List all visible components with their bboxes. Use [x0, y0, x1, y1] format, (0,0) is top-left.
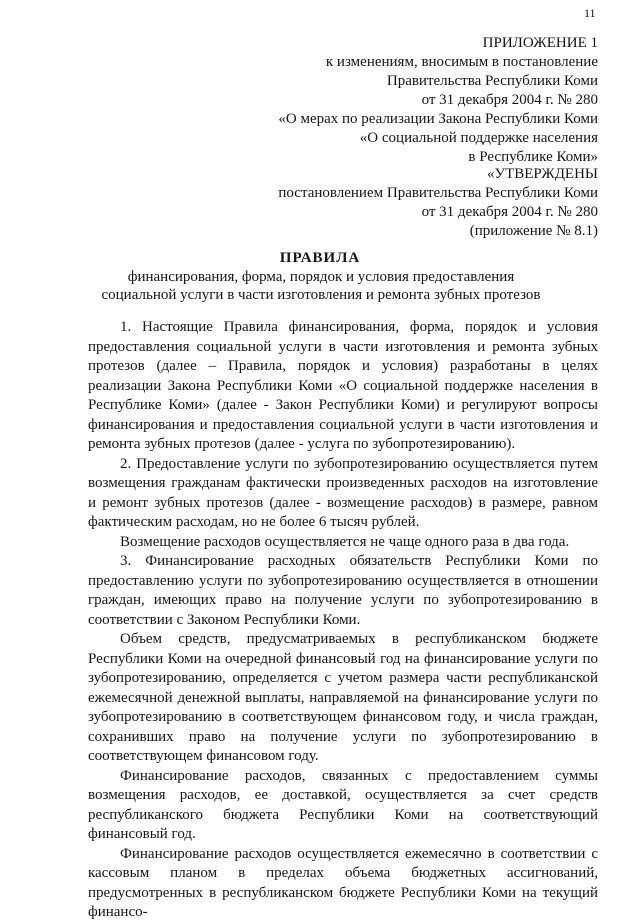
- appendix-label: ПРИЛОЖЕНИЕ 1: [482, 35, 598, 51]
- approved-line: (приложение № 8.1): [469, 223, 598, 239]
- document-body: [88, 318, 598, 923]
- appendix-line: в Республике Коми»: [468, 149, 598, 165]
- paragraph: 2. Предоставление услуги по зубопротезированию осуществляется путем возмещения гражданам фактически произведенных расходов на изготовление и ремонт зубных протезов (далее - возмещение расходов) в размере, равном фактическим расходам, но не более 6 тысяч рублей.: [88, 455, 598, 530]
- appendix-line: «О социальной поддержке населения: [359, 130, 598, 146]
- approved-line: постановлением Правительства Республики Коми: [278, 185, 598, 201]
- approved-line: от 31 декабря 2004 г. № 280: [421, 204, 598, 220]
- appendix-line: «О мерах по реализации Закона Республики Коми: [278, 111, 598, 127]
- paragraph: Возмещение расходов осуществляется не чаще одного раза в два года.: [120, 533, 570, 550]
- paragraph: Финансирование расходов, связанных с предоставлением суммы возмещения расходов, ее доставкой, осуществляется за счет средств республиканского бюджета Республики Коми на соответствующий финансовый год.: [88, 767, 598, 842]
- paragraph: 3. Финансирование расходных обязательств Республики Коми по предоставлению услуги по зубопротезированию осуществляется в отношении граждан, имеющих право на получение услуги по зубопротезированию в соответствии с Законом Республики Коми.: [88, 553, 598, 628]
- document-subtitle: финансирования, форма, порядок и условия предоставления социальной услуги в части изготовления и ремонта зубных протезов: [101, 269, 541, 303]
- appendix-line: Правительства Республики Коми: [386, 73, 598, 89]
- document-title: ПРАВИЛА: [279, 250, 361, 266]
- paragraph: 1. Настоящие Правила финансирования, форма, порядок и условия предоставления социальной услуги в части изготовления и ремонта зубных протезов (далее – Правила, порядок и условия) разработаны в целях реализации Закона Республики Коми «О социальной поддержке населения в Республике Коми» (далее - Закон Республики Коми) и регулируют вопросы финансирования и предоставления социальной услуги в части изготовления и ремонта зубных протезов (далее - услуга по зубопротезированию).: [88, 319, 598, 452]
- paragraph: Финансирование расходов осуществляется ежемесячно в соответствии с кассовым планом в пределах объема бюджетных ассигнований, предусмотренных в республиканском бюджете Республики Коми на текущий финансо-: [88, 845, 598, 920]
- page-number: 11: [584, 6, 596, 20]
- appendix-header: [278, 34, 598, 167]
- appendix-line: от 31 декабря 2004 г. № 280: [421, 92, 598, 108]
- paragraph: Объем средств, предусматриваемых в республиканском бюджете Республики Коми на очередной финансовый год на финансирование услуги по зубопротезированию, определяется с учетом размера части республиканской ежемесячной денежной выплаты, направляемой на финансирование услуги по зубопротезированию в соответствующем финансовом году, и числа граждан, сохранивших право на получение услуги по зубопротезированию в соответствующем финансовом году.: [88, 631, 598, 764]
- approved-label: «УТВЕРЖДЕНЫ: [486, 166, 598, 182]
- appendix-line: к изменениям, вносимым в постановление: [325, 54, 598, 70]
- approved-header: [278, 165, 598, 241]
